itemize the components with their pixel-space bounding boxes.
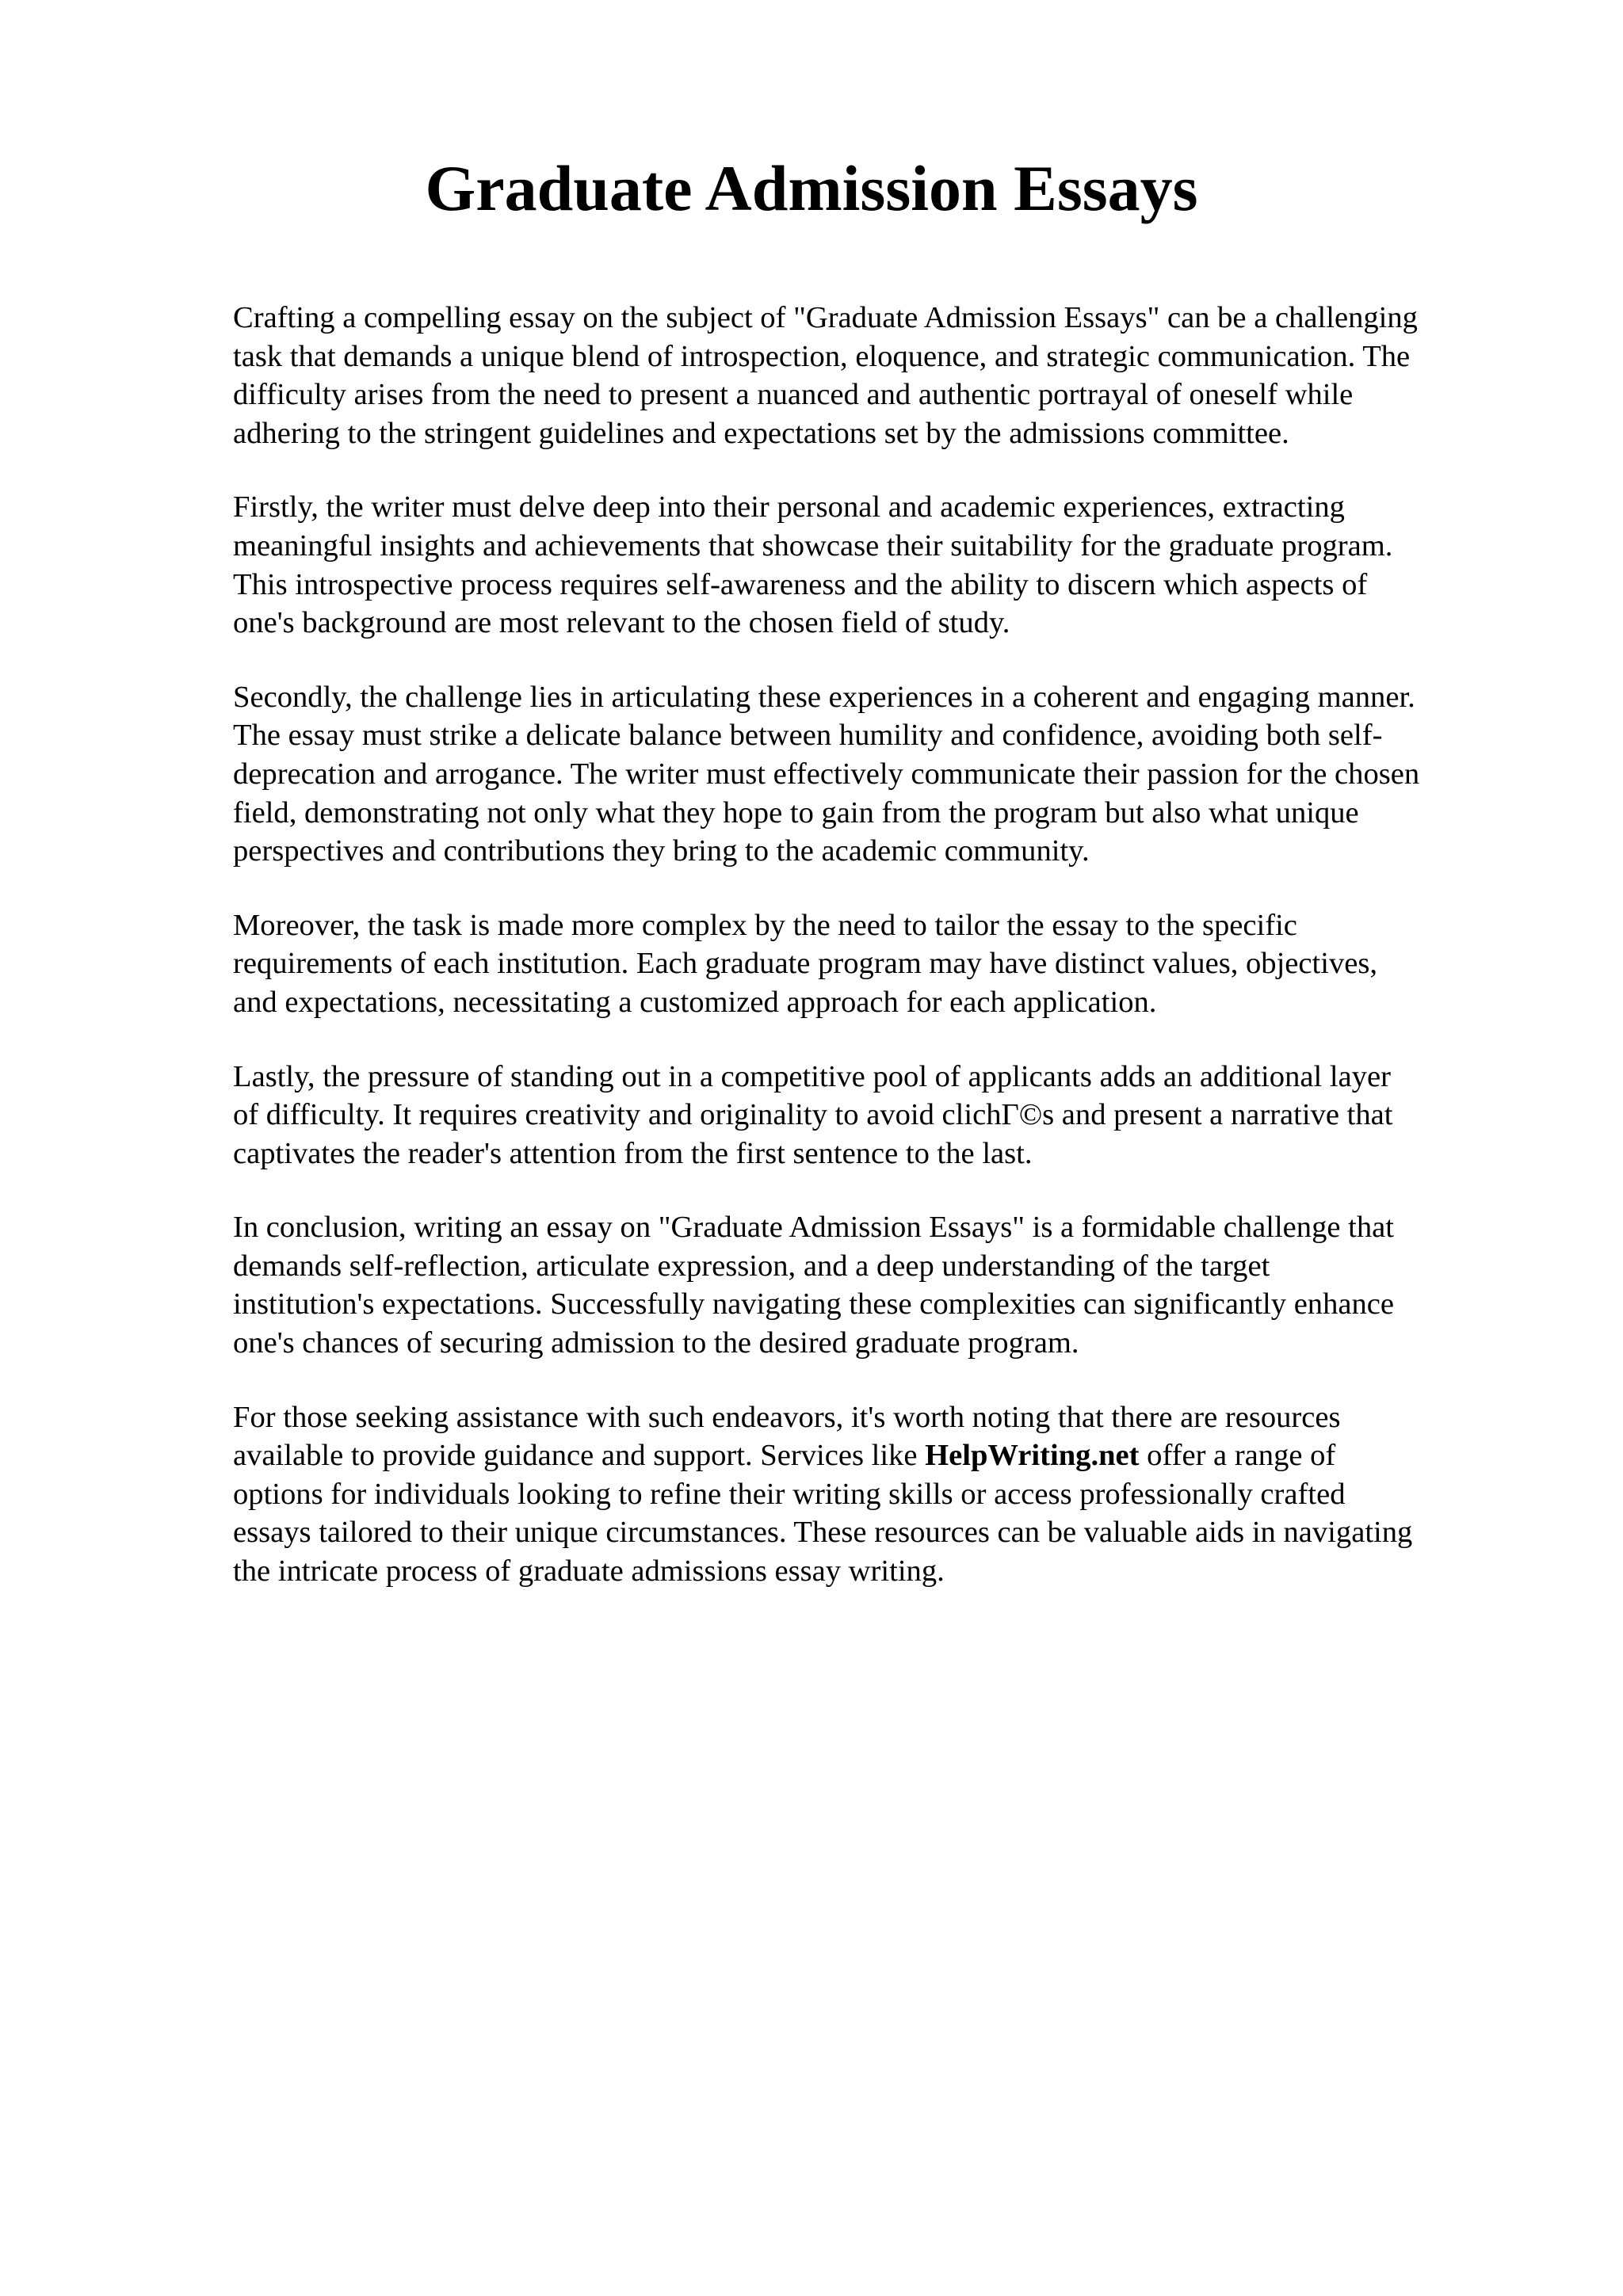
text-line: meaningful insights and achievements that showcase their suitability for the graduate program. — [233, 528, 1393, 563]
text-line: institution's expectations. Successfully navigating these complexities can significantly enhance — [233, 1287, 1395, 1322]
essay-body — [233, 299, 1525, 1627]
text-line: and expectations, necessitating a customized approach for each application. — [233, 985, 1157, 1019]
text-line: essays tailored to their unique circumstances. These resources can be valuable aids in navigating — [233, 1516, 1413, 1550]
paragraph-intro — [233, 299, 1525, 452]
paragraph-lastly — [233, 1058, 1525, 1173]
text-line: field, demonstrating not only what they hope to gain from the program but also what unique — [233, 795, 1359, 830]
text-line: Lastly, the pressure of standing out in a competitive pool of applicants adds an additional layer — [233, 1059, 1391, 1093]
text-line: The essay must strike a delicate balance between humility and confidence, avoiding both self- — [233, 719, 1383, 753]
text-line: Firstly, the writer must delve deep into their personal and academic experiences, extracting — [233, 490, 1345, 524]
text-line-with-link — [233, 1436, 1525, 1475]
page-title: Graduate Admission Essays — [425, 152, 1198, 224]
text-line: Crafting a compelling essay on the subject of "Graduate Admission Essays" can be a challenging — [233, 301, 1418, 334]
text-line: the intricate process of graduate admissions essay writing. — [233, 1554, 945, 1589]
text-segment: offer a range of — [1139, 1439, 1336, 1473]
text-segment: available to provide guidance and support. Services like — [233, 1439, 926, 1473]
text-line: captivates the reader's attention from the first sentence to the last. — [233, 1136, 1033, 1170]
text-line: This introspective process requires self-awareness and the ability to discern which aspects of — [233, 567, 1368, 601]
helpwriting-link[interactable]: HelpWriting.net — [925, 1439, 1140, 1473]
text-line: For those seeking assistance with such endeavors, it's worth noting that there are resources — [233, 1400, 1341, 1434]
text-line: adhering to the stringent guidelines and expectations set by the admissions committee. — [233, 416, 1289, 450]
text-line: of difficulty. It requires creativity and originality to avoid clichΓ©s and present a narrative that — [233, 1098, 1393, 1132]
text-line: demands self-reflection, articulate expression, and a deep understanding of the target — [233, 1249, 1270, 1283]
paragraph-conclusion — [233, 1208, 1525, 1362]
text-line: In conclusion, writing an essay on "Graduate Admission Essays" is a formidable challenge that — [233, 1211, 1394, 1245]
text-line: Secondly, the challenge lies in articulating these experiences in a coherent and engaging manner. — [233, 680, 1415, 714]
text-line: deprecation and arrogance. The writer must effectively communicate their passion for the chosen — [233, 757, 1420, 791]
text-line: Moreover, the task is made more complex by the need to tailor the essay to the specific — [233, 908, 1297, 942]
paragraph-moreover — [233, 906, 1525, 1022]
paragraph-secondly — [233, 678, 1525, 871]
text-line: options for individuals looking to refine their writing skills or access professionally crafted — [233, 1477, 1346, 1511]
paragraph-firstly — [233, 488, 1525, 642]
paragraph-resources — [233, 1398, 1525, 1591]
text-line: perspectives and contributions they bring to the academic community. — [233, 834, 1090, 868]
text-line: difficulty arises from the need to present a nuanced and authentic portrayal of oneself while — [233, 378, 1354, 412]
text-line: task that demands a unique blend of introspection, eloquence, and strategic communication. The — [233, 339, 1411, 373]
text-line: one's chances of securing admission to the desired graduate program. — [233, 1326, 1079, 1360]
text-line: one's background are most relevant to the chosen field of study. — [233, 606, 1010, 640]
text-line: requirements of each institution. Each graduate program may have distinct values, objectives, — [233, 947, 1378, 981]
